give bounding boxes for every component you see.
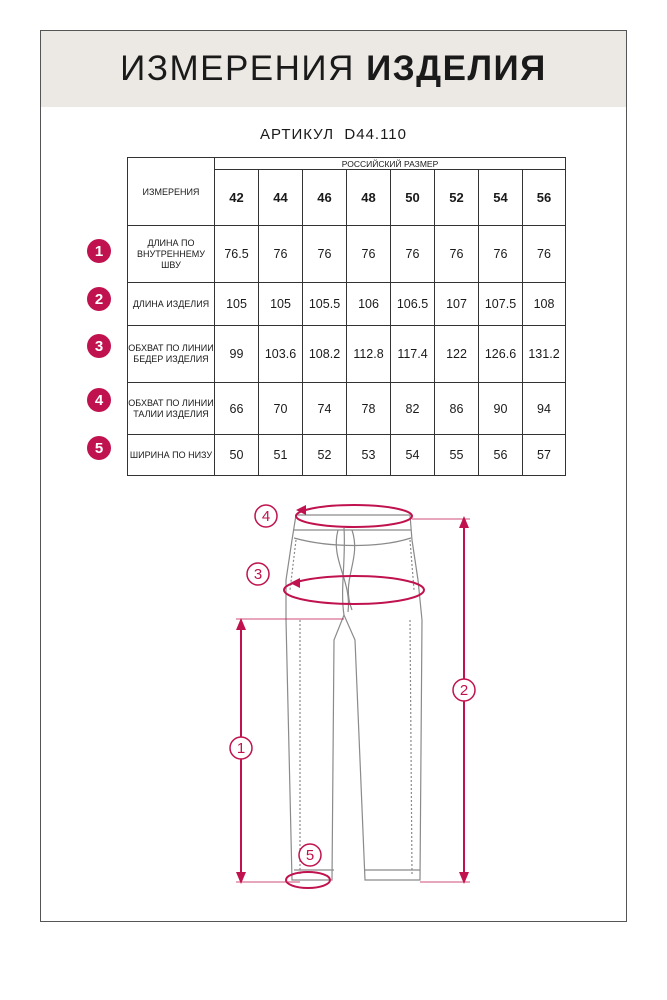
corner-label: ИЗМЕРЕНИЯ [128, 158, 215, 226]
article-code: D44.110 [344, 126, 407, 143]
table-cell: 108.2 [303, 326, 347, 383]
table-cell: 106 [347, 283, 391, 326]
diagram-marker-4 [255, 505, 277, 527]
diagram-marker-label: 1 [236, 740, 246, 757]
diagram-marker-label: 3 [253, 566, 263, 583]
measure-guides [236, 519, 470, 882]
table-cell: 107.5 [479, 283, 523, 326]
size-header-48: 48 [347, 170, 391, 226]
row-label: ДЛИНА ПО ВНУТРЕННЕМУ ШВУ [128, 226, 215, 283]
size-header-54: 54 [479, 170, 523, 226]
size-header-44: 44 [259, 170, 303, 226]
table-cell: 51 [259, 435, 303, 476]
table-cell: 90 [479, 383, 523, 435]
diagram-marker-label: 4 [261, 508, 271, 525]
diagram-marker-label: 2 [459, 682, 469, 699]
table-cell: 55 [435, 435, 479, 476]
pants-outline [286, 515, 422, 880]
table-cell: 78 [347, 383, 391, 435]
table-cell: 52 [303, 435, 347, 476]
table-cell: 76 [259, 226, 303, 283]
hip-ellipse [284, 576, 424, 604]
table-cell: 50 [215, 435, 259, 476]
table-cell: 82 [391, 383, 435, 435]
diagram-marker-label: 5 [305, 847, 315, 864]
table-cell: 122 [435, 326, 479, 383]
table-cell: 108 [523, 283, 566, 326]
table-cell: 105 [215, 283, 259, 326]
table-cell: 76 [523, 226, 566, 283]
table-cell: 106.5 [391, 283, 435, 326]
row-label: ДЛИНА ИЗДЕЛИЯ [128, 283, 215, 326]
row-number-badge: 4 [87, 388, 111, 412]
table-cell: 74 [303, 383, 347, 435]
waist-ellipse [296, 505, 412, 527]
diagram-markers [230, 505, 475, 866]
size-header-56: 56 [523, 170, 566, 226]
table-cell: 94 [523, 383, 566, 435]
table-cell: 76 [479, 226, 523, 283]
row-label: ОБХВАТ ПО ЛИНИИ ТАЛИИ ИЗДЕЛИЯ [128, 383, 215, 435]
table-cell: 105.5 [303, 283, 347, 326]
row-number-badge: 1 [87, 239, 111, 263]
title-bold: ИЗДЕЛИЯ [366, 49, 547, 88]
row-number-badge: 3 [87, 334, 111, 358]
table-cell: 70 [259, 383, 303, 435]
table-cell: 126.6 [479, 326, 523, 383]
table-cell: 86 [435, 383, 479, 435]
title-light: ИЗМЕРЕНИЯ [120, 49, 355, 88]
table-cell: 66 [215, 383, 259, 435]
table-cell: 131.2 [523, 326, 566, 383]
table-cell: 76.5 [215, 226, 259, 283]
table-cell: 53 [347, 435, 391, 476]
table-cell: 103.6 [259, 326, 303, 383]
diagram-marker-1 [230, 737, 252, 759]
size-header-52: 52 [435, 170, 479, 226]
table-cell: 54 [391, 435, 435, 476]
table-cell: 112.8 [347, 326, 391, 383]
table-cell: 76 [435, 226, 479, 283]
row-number-badge: 5 [87, 436, 111, 460]
table-cell: 76 [347, 226, 391, 283]
table-cell: 105 [259, 283, 303, 326]
article-label: АРТИКУЛ [259, 126, 335, 143]
table-cell: 57 [523, 435, 566, 476]
diagram-marker-2 [453, 679, 475, 701]
diagram-marker-5 [299, 844, 321, 866]
table-cell: 56 [479, 435, 523, 476]
table-cell: 99 [215, 326, 259, 383]
row-label: ШИРИНА ПО НИЗУ [128, 435, 215, 476]
size-header-46: 46 [303, 170, 347, 226]
table-cell: 117.4 [391, 326, 435, 383]
table-cell: 76 [303, 226, 347, 283]
row-number-badge: 2 [87, 287, 111, 311]
size-header-50: 50 [391, 170, 435, 226]
row-label: ОБХВАТ ПО ЛИНИИ БЕДЕР ИЗДЕЛИЯ [128, 326, 215, 383]
diagram-marker-3 [247, 563, 269, 585]
size-group-label: РОССИЙСКИЙ РАЗМЕР [215, 158, 566, 170]
table-cell: 107 [435, 283, 479, 326]
size-header-42: 42 [215, 170, 259, 226]
table-cell: 76 [391, 226, 435, 283]
